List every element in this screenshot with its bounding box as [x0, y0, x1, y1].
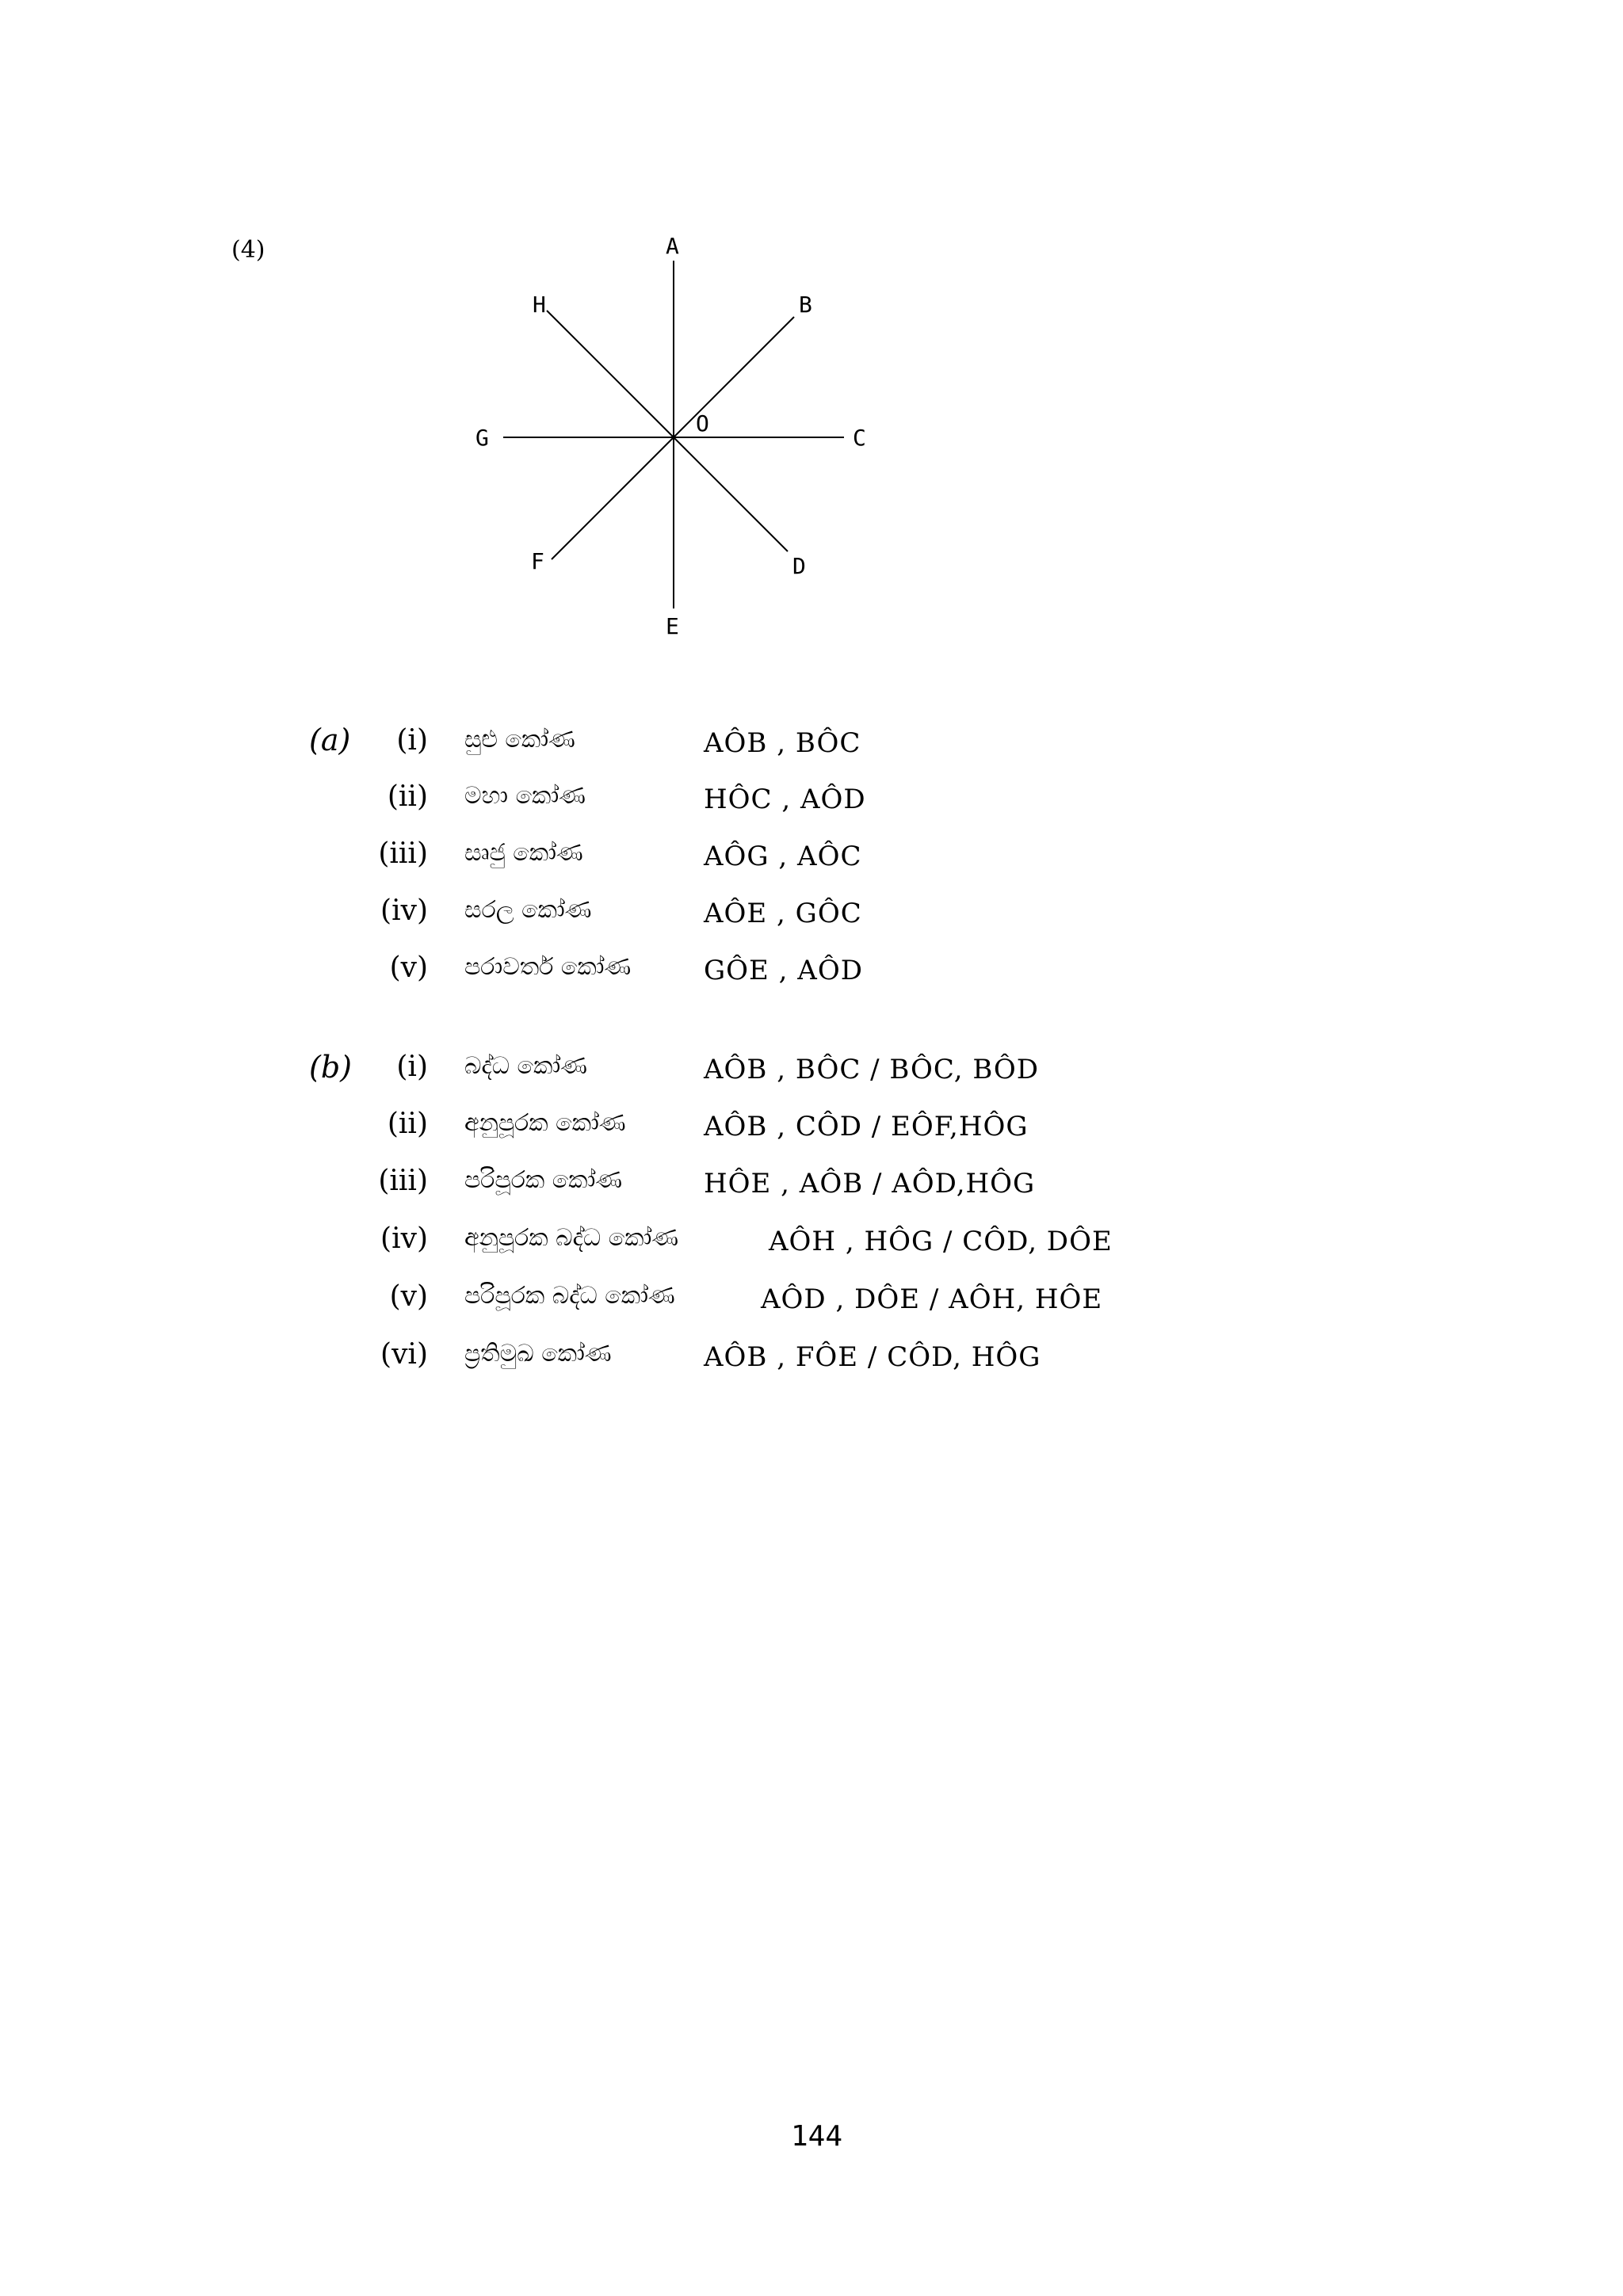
angle-term: අනුපූරක බද්ධ කෝණ	[464, 1224, 679, 1252]
list-item	[0, 1051, 1623, 1095]
item-numeral: (iii)	[378, 1165, 428, 1197]
list-item	[0, 1108, 1623, 1152]
angle-term: පරිපූරක බද්ධ කෝණ	[464, 1282, 675, 1310]
line-OF	[552, 437, 674, 559]
angle-answer: GÔE , AÔD	[704, 955, 863, 986]
part-b-label: (b)	[309, 1050, 352, 1085]
label-C: C	[853, 425, 866, 451]
angle-answer: AÔB , FÔE / CÔD, HÔG	[704, 1341, 1041, 1373]
angle-term: අනුපූරක කෝණ	[464, 1109, 626, 1137]
part-a-label: (a)	[309, 723, 351, 757]
angle-diagram	[444, 222, 903, 650]
angle-term: ප්‍රතිමුඛ කෝණ	[464, 1340, 612, 1367]
list-item	[0, 1338, 1623, 1383]
angle-answer: AÔB , BÔC / BÔC, BÔD	[704, 1054, 1040, 1085]
item-numeral: (vi)	[380, 1338, 428, 1371]
label-E: E	[666, 613, 679, 639]
list-item	[0, 1165, 1623, 1209]
item-numeral: (i)	[396, 724, 428, 757]
list-item	[0, 780, 1623, 825]
label-B: B	[799, 292, 812, 318]
item-numeral: (iv)	[380, 1222, 428, 1255]
angle-term: සුළු කෝණ	[464, 726, 575, 753]
angle-answer: AÔG , AÔC	[704, 841, 862, 872]
angle-answer: AÔB , CÔD / EÔF,HÔG	[704, 1111, 1029, 1142]
list-item	[0, 1280, 1623, 1325]
label-F: F	[531, 548, 544, 574]
label-G: G	[475, 425, 489, 451]
angle-answer: AÔH , HÔG / CÔD, DÔE	[769, 1226, 1113, 1257]
angle-answer: HÔE , AÔB / AÔD,HÔG	[704, 1168, 1036, 1199]
label-D: D	[792, 553, 806, 579]
label-H: H	[533, 292, 546, 318]
list-item	[0, 837, 1623, 882]
list-item	[0, 952, 1623, 996]
item-numeral: (iv)	[380, 894, 428, 927]
list-item	[0, 724, 1623, 769]
item-numeral: (iii)	[378, 837, 428, 870]
angle-term: සෘජු කෝණ	[464, 839, 583, 867]
line-OD	[674, 437, 788, 551]
page-number: 144	[791, 2120, 843, 2153]
list-item	[0, 894, 1623, 939]
line-OH	[547, 311, 674, 437]
item-numeral: (v)	[389, 952, 428, 984]
label-O: O	[696, 410, 709, 437]
angle-answer: HÔC , AÔD	[704, 784, 866, 815]
angle-answer: AÔE , GÔC	[704, 898, 862, 929]
question-number: (4)	[231, 236, 265, 264]
label-A: A	[666, 233, 679, 259]
item-numeral: (ii)	[387, 780, 428, 813]
line-OB	[674, 317, 794, 437]
angle-answer: AÔD , DÔE / AÔH, HÔE	[761, 1283, 1103, 1315]
item-numeral: (ii)	[387, 1108, 428, 1140]
item-numeral: (i)	[396, 1051, 428, 1083]
item-numeral: (v)	[389, 1280, 428, 1313]
angle-answer: AÔB , BÔC	[704, 727, 861, 759]
list-item	[0, 1222, 1623, 1267]
angle-term: සරල කෝණ	[464, 896, 592, 924]
angle-term: මහා කෝණ	[464, 782, 586, 810]
angle-term: බද්ධ කෝණ	[464, 1052, 587, 1080]
angle-term: පරාවර්ත කෝණ	[464, 953, 632, 981]
angle-term: පරිපූරක කෝණ	[464, 1166, 623, 1194]
